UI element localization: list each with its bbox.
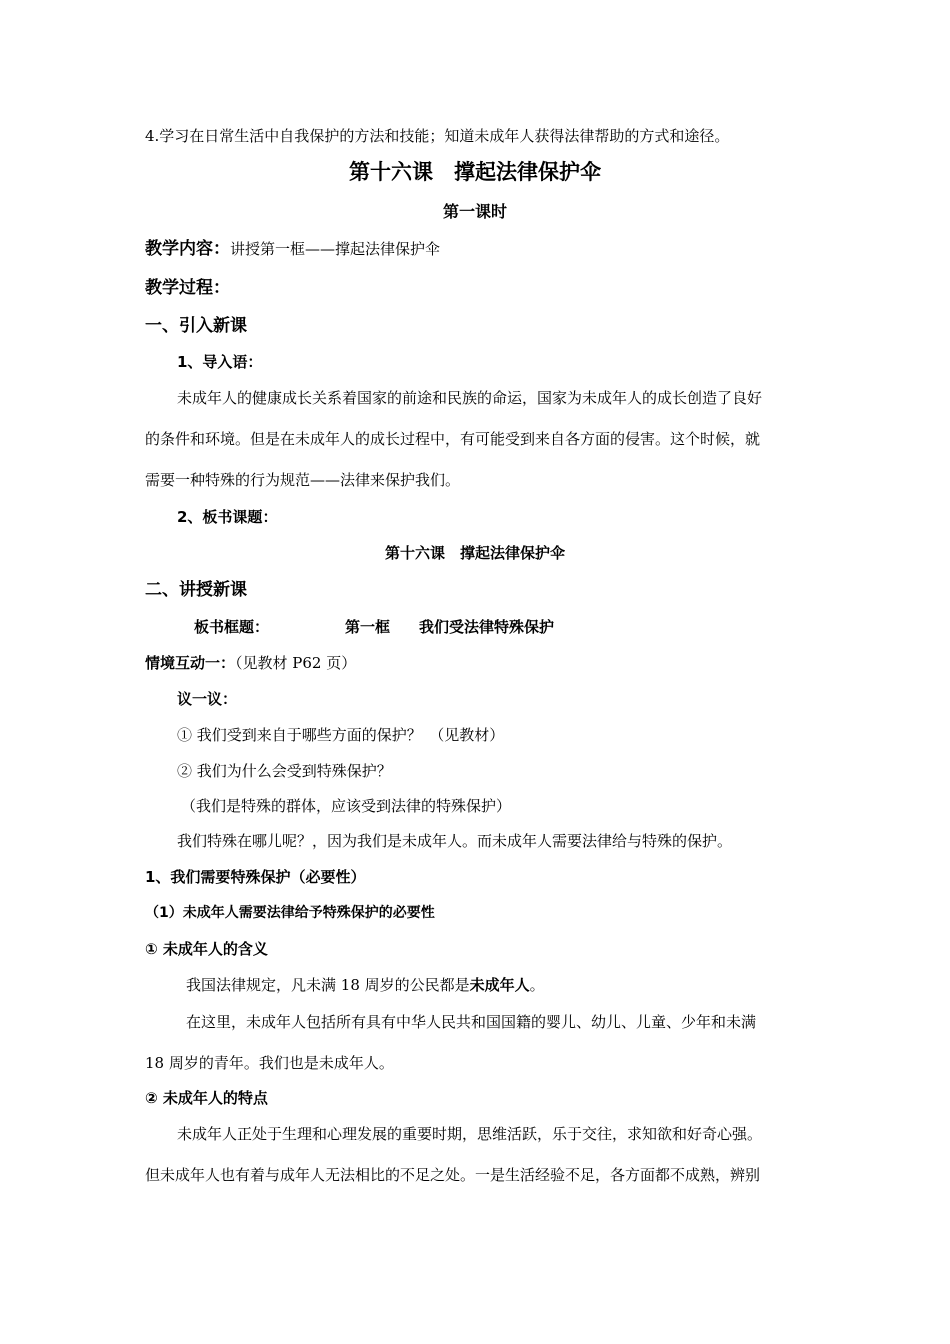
teaching-content-text: 讲授第一框——撑起法律保护伞 bbox=[230, 240, 441, 258]
paragraph-3-term: 未成年人 bbox=[469, 976, 530, 994]
lesson-title: 第十六课 撑起法律保护伞 bbox=[349, 160, 601, 184]
need-heading: 1、我们需要特殊保护（必要性） bbox=[145, 868, 366, 886]
paragraph-5-line-2: 但未成年人也有着与成年人无法相比的不足之处。一是生活经验不足，各方面都不成熟，辨别 bbox=[145, 1166, 761, 1184]
meaning-heading: ① 未成年人的含义 bbox=[145, 940, 268, 958]
teaching-content-label: 教学内容： bbox=[145, 239, 230, 259]
lesson-subtitle: 第一课时 bbox=[442, 202, 507, 221]
discuss-heading: 议一议： bbox=[177, 690, 238, 708]
frame-title: 我们受法律特殊保护 bbox=[419, 618, 555, 636]
question-1: ① 我们受到来自于哪些方面的保护？ （见教材） bbox=[177, 726, 505, 744]
paragraph-2: 我们特殊在哪儿呢？，因为我们是未成年人。而未成年人需要法律给与特殊的保护。 bbox=[177, 832, 733, 850]
question-2: ② 我们为什么会受到特殊保护？ bbox=[177, 762, 392, 780]
objective-line: 4.学习在日常生活中自我保护的方法和技能；知道未成年人获得法律帮助的方式和途径。 bbox=[145, 127, 730, 145]
paragraph-5-line-1: 未成年人正处于生理和心理发展的重要时期，思维活跃，乐于交往，求知欲和好奇心强。 bbox=[177, 1125, 763, 1143]
section-1-1-heading: 1、导入语： bbox=[177, 353, 263, 371]
situation-label: 情境互动一： bbox=[145, 654, 236, 672]
frame-label: 板书框题： bbox=[194, 618, 270, 636]
paragraph-1-line-3: 需要一种特殊的行为规范——法律来保护我们。 bbox=[145, 471, 461, 489]
section-1-2-heading: 2、板书课题： bbox=[177, 508, 278, 526]
need-subheading: （1）未成年人需要法律给予特殊保护的必要性 bbox=[145, 905, 435, 921]
situation-text: （见教材 P62 页） bbox=[235, 654, 357, 672]
frame-number: 第一框 bbox=[345, 618, 391, 636]
paragraph-4-line-1: 在这里，未成年人包括所有具有中华人民共和国国籍的婴儿、幼儿、儿童、少年和未满 bbox=[186, 1013, 757, 1031]
paragraph-3-post: 。 bbox=[529, 976, 545, 994]
paragraph-1-line-1: 未成年人的健康成长关系着国家的前途和民族的命运，国家为未成年人的成长创造了良好 bbox=[177, 389, 763, 407]
section-2-heading: 二、讲授新课 bbox=[145, 580, 247, 600]
paragraph-3-pre: 我国法律规定，凡未满 18 周岁的公民都是 bbox=[186, 976, 470, 994]
paragraph-1-line-2: 的条件和环境。但是在未成年人的成长过程中，有可能受到来自各方面的侵害。这个时候，就 bbox=[145, 430, 761, 448]
answer-2: （我们是特殊的群体，应该受到法律的特殊保护） bbox=[181, 797, 512, 815]
teaching-process-heading: 教学过程： bbox=[145, 278, 230, 298]
section-1-heading: 一、引入新课 bbox=[145, 316, 247, 336]
board-title: 第十六课 撑起法律保护伞 bbox=[384, 544, 565, 562]
teaching-content bbox=[145, 238, 440, 260]
paragraph-4-line-2: 18 周岁的青年。我们也是未成年人。 bbox=[145, 1054, 394, 1072]
situation-line bbox=[145, 653, 356, 673]
paragraph-3 bbox=[186, 975, 545, 995]
traits-heading: ② 未成年人的特点 bbox=[145, 1089, 268, 1107]
